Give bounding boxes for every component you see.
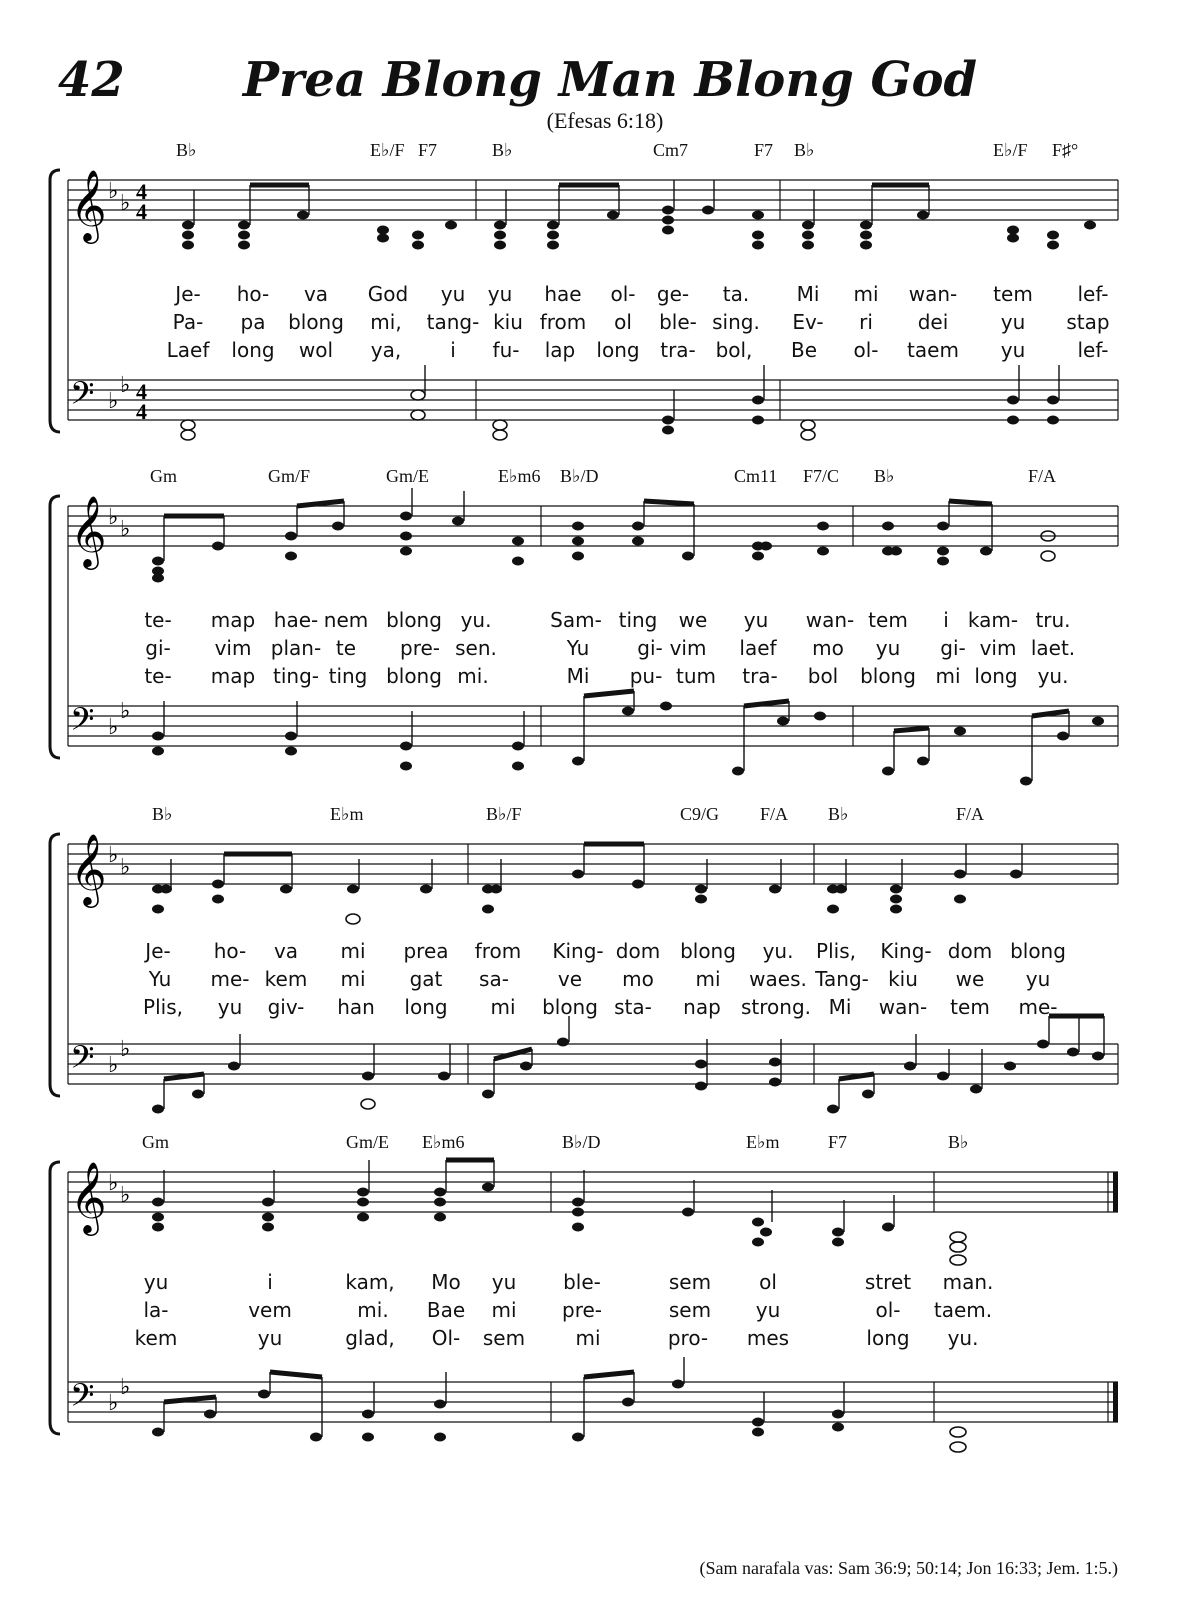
lyric-syllable: sa- bbox=[479, 967, 509, 991]
chord-symbol: Gm/E bbox=[386, 466, 429, 486]
lyric-syllable: we bbox=[955, 967, 985, 991]
lyric-syllable: Plis, bbox=[143, 995, 183, 1019]
hymn-number: 42 bbox=[58, 52, 125, 108]
lyric-syllable: kem bbox=[134, 1326, 178, 1350]
lyric-syllable: laet. bbox=[1030, 636, 1076, 660]
svg-text:𝄢: 𝄢 bbox=[70, 1039, 95, 1083]
lyric-syllable: tum bbox=[676, 664, 716, 688]
lyric-syllable: tem bbox=[950, 995, 990, 1019]
lyric-syllable: Je- bbox=[175, 282, 201, 306]
chord-symbol: B♭ bbox=[828, 804, 849, 824]
lyric-syllable: sem bbox=[668, 1298, 712, 1322]
lyric-syllable: ting bbox=[328, 664, 368, 688]
lyric-syllable: tra- bbox=[660, 338, 696, 362]
lyric-syllable: ting bbox=[618, 608, 658, 632]
lyric-syllable: tem bbox=[993, 282, 1033, 306]
lyric-syllable: ge- bbox=[656, 282, 690, 306]
lyric-syllable: i bbox=[450, 338, 456, 362]
lyric-syllable: ol bbox=[759, 1270, 777, 1294]
lyric-syllable: mi bbox=[340, 967, 366, 991]
lyric-syllable: from bbox=[539, 310, 587, 334]
lyric-syllable: long bbox=[596, 338, 640, 362]
lyric-syllable: dom bbox=[947, 939, 993, 963]
chord-symbol: E♭m6 bbox=[498, 466, 541, 486]
lyric-syllable: ya, bbox=[370, 338, 402, 362]
chord-symbol: F7 bbox=[754, 140, 774, 160]
lyric-syllable: ol- bbox=[853, 338, 879, 362]
lyric-syllable: blong bbox=[288, 310, 344, 334]
lyric-syllable: yu bbox=[491, 1270, 517, 1294]
lyric-syllable: Ol- bbox=[431, 1326, 461, 1350]
lyric-syllable: long bbox=[404, 995, 448, 1019]
lyric-syllable: fu- bbox=[492, 338, 520, 362]
lyric-syllable: pu- bbox=[629, 664, 663, 688]
svg-text:𝄞: 𝄞 bbox=[70, 168, 107, 241]
chord-symbol: F7 bbox=[828, 1132, 848, 1152]
lyric-syllable: bol, bbox=[715, 338, 753, 362]
svg-text:♭: ♭ bbox=[108, 504, 119, 529]
lyric-syllable: ting- bbox=[273, 664, 319, 688]
hymn-title: Prea Blong Man Blong God bbox=[242, 52, 978, 108]
chord-symbol: Cm11 bbox=[734, 466, 778, 486]
lyric-syllable: ho- bbox=[213, 939, 247, 963]
lyric-syllable: yu bbox=[487, 282, 513, 306]
lyric-syllable: ri bbox=[859, 310, 873, 334]
lyric-syllable: long bbox=[866, 1326, 910, 1350]
lyric-syllable: nap bbox=[683, 995, 721, 1019]
chord-symbol: E♭/F bbox=[993, 140, 1028, 160]
lyric-syllable: yu. bbox=[762, 939, 794, 963]
svg-text:♭: ♭ bbox=[120, 372, 131, 397]
lyric-syllable: Je- bbox=[145, 939, 171, 963]
lyric-syllable: Pa- bbox=[172, 310, 204, 334]
music-system-2 bbox=[48, 466, 1128, 776]
svg-text:𝄞: 𝄞 bbox=[70, 832, 107, 905]
lyric-syllable: mes bbox=[746, 1326, 790, 1350]
lyric-syllable: ble- bbox=[563, 1270, 601, 1294]
chord-symbol: B♭/D bbox=[562, 1132, 601, 1152]
lyric-syllable: yu bbox=[743, 608, 769, 632]
chord-symbol: F7 bbox=[418, 140, 438, 160]
chord-symbol: B♭ bbox=[874, 466, 895, 486]
lyric-syllable: kiu bbox=[888, 967, 918, 991]
svg-text:♭: ♭ bbox=[120, 1374, 131, 1399]
lyric-syllable: pre- bbox=[400, 636, 440, 660]
chord-symbol: Gm/E bbox=[346, 1132, 389, 1152]
lyric-syllable: taem. bbox=[933, 1298, 993, 1322]
lyric-syllable: King- bbox=[552, 939, 604, 963]
lyric-syllable: mi, bbox=[370, 310, 402, 334]
lyric-syllable: giv- bbox=[267, 995, 305, 1019]
lyric-syllable: blong bbox=[680, 939, 736, 963]
lyric-syllable: Sam- bbox=[550, 608, 602, 632]
chord-symbol: E♭/F bbox=[370, 140, 405, 160]
svg-text:4: 4 bbox=[136, 199, 147, 224]
svg-text:𝄞: 𝄞 bbox=[70, 494, 107, 567]
lyric-syllable: kam, bbox=[345, 1270, 395, 1294]
lyric-syllable: te- bbox=[144, 608, 172, 632]
lyric-syllable: yu bbox=[257, 1326, 283, 1350]
lyric-syllable: ol- bbox=[610, 282, 636, 306]
lyric-syllable: vim bbox=[214, 636, 252, 660]
lyric-syllable: yu bbox=[1000, 310, 1026, 334]
lyric-syllable: stap bbox=[1066, 310, 1110, 334]
svg-text:♭: ♭ bbox=[120, 1036, 131, 1061]
lyric-syllable: ble- bbox=[659, 310, 697, 334]
lyric-syllable: taem bbox=[907, 338, 959, 362]
svg-text:♭: ♭ bbox=[120, 1182, 131, 1207]
svg-text:𝄢: 𝄢 bbox=[70, 701, 95, 745]
lyric-syllable: me- bbox=[210, 967, 250, 991]
lyric-syllable: dom bbox=[615, 939, 661, 963]
lyric-syllable: mo bbox=[812, 636, 844, 660]
lyric-syllable: Plis, bbox=[816, 939, 856, 963]
lyric-syllable: yu bbox=[143, 1270, 169, 1294]
lyric-syllable: mi bbox=[490, 995, 516, 1019]
lyric-syllable: sing. bbox=[712, 310, 760, 334]
lyric-syllable: mo bbox=[622, 967, 654, 991]
chord-symbol: B♭ bbox=[948, 1132, 969, 1152]
lyric-syllable: lef- bbox=[1077, 282, 1109, 306]
lyric-syllable: i bbox=[943, 608, 949, 632]
lyric-syllable: wan- bbox=[908, 282, 958, 306]
lyric-syllable: ta. bbox=[722, 282, 750, 306]
scripture-reference: (Efesas 6:18) bbox=[546, 108, 664, 133]
lyric-syllable: lap bbox=[544, 338, 576, 362]
svg-text:♭: ♭ bbox=[108, 388, 119, 413]
lyric-syllable: wan- bbox=[805, 608, 855, 632]
svg-text:♭: ♭ bbox=[108, 178, 119, 203]
lyric-syllable: long bbox=[231, 338, 275, 362]
lyric-syllable: Laef bbox=[166, 338, 210, 362]
svg-text:♭: ♭ bbox=[108, 1052, 119, 1077]
lyric-syllable: Yu bbox=[566, 636, 590, 660]
lyric-syllable: pre- bbox=[562, 1298, 602, 1322]
lyric-syllable: map bbox=[210, 608, 256, 632]
lyric-syllable: te bbox=[335, 636, 357, 660]
lyric-syllable: stret bbox=[864, 1270, 912, 1294]
lyric-syllable: yu bbox=[1025, 967, 1051, 991]
chord-symbol: B♭ bbox=[152, 804, 173, 824]
lyric-syllable: gi- bbox=[145, 636, 171, 660]
lyric-syllable: Be bbox=[790, 338, 818, 362]
lyric-syllable: map bbox=[210, 664, 256, 688]
lyric-syllable: i bbox=[267, 1270, 273, 1294]
footer-references: (Sam narafala vas: Sam 36:9; 50:14; Jon 16:33; Jem. 1:5.) bbox=[699, 1558, 1118, 1578]
lyric-syllable: we bbox=[678, 608, 708, 632]
svg-text:♭: ♭ bbox=[120, 190, 131, 215]
chord-symbol: E♭m bbox=[330, 804, 364, 824]
chord-symbol: Gm bbox=[150, 466, 177, 486]
lyric-syllable: mi bbox=[491, 1298, 517, 1322]
svg-text:𝄢: 𝄢 bbox=[70, 375, 95, 419]
lyric-syllable: me- bbox=[1018, 995, 1058, 1019]
lyric-syllable: prea bbox=[403, 939, 449, 963]
lyric-syllable: mi bbox=[935, 664, 961, 688]
lyric-syllable: va bbox=[303, 282, 329, 306]
lyric-syllable: yu bbox=[217, 995, 243, 1019]
lyric-syllable: long bbox=[974, 664, 1018, 688]
lyric-syllable: wan- bbox=[878, 995, 928, 1019]
lyric-syllable: hae bbox=[544, 282, 582, 306]
lyric-syllable: sem bbox=[668, 1270, 712, 1294]
chord-symbol: C9/G bbox=[680, 804, 720, 824]
svg-text:𝄞: 𝄞 bbox=[70, 1160, 107, 1233]
music-system-4 bbox=[48, 1132, 1128, 1452]
lyric-syllable: tem bbox=[868, 608, 908, 632]
lyric-syllable: wol bbox=[298, 338, 334, 362]
chord-symbol: F/A bbox=[956, 804, 985, 824]
lyric-syllable: yu bbox=[440, 282, 466, 306]
lyric-syllable: dei bbox=[917, 310, 949, 334]
svg-text:4: 4 bbox=[136, 379, 147, 404]
lyric-syllable: lef- bbox=[1077, 338, 1109, 362]
lyric-syllable: from bbox=[474, 939, 522, 963]
svg-text:♭: ♭ bbox=[108, 1170, 119, 1195]
lyric-syllable: yu. bbox=[1037, 664, 1069, 688]
chord-symbol: Cm7 bbox=[653, 140, 689, 160]
lyric-syllable: mi bbox=[340, 939, 366, 963]
lyric-syllable: nem bbox=[323, 608, 369, 632]
lyric-syllable: blong bbox=[860, 664, 916, 688]
lyric-syllable: mi bbox=[575, 1326, 601, 1350]
lyric-syllable: ol bbox=[614, 310, 632, 334]
lyric-syllable: man. bbox=[942, 1270, 994, 1294]
lyric-syllable: gi- bbox=[940, 636, 966, 660]
lyric-syllable: King- bbox=[880, 939, 932, 963]
svg-text:♭: ♭ bbox=[120, 854, 131, 879]
chord-symbol: F/A bbox=[760, 804, 789, 824]
lyric-syllable: Mi bbox=[828, 995, 852, 1019]
lyric-syllable: blong bbox=[386, 608, 442, 632]
chord-symbol: F♯° bbox=[1052, 140, 1079, 160]
lyric-syllable: mi. bbox=[357, 1298, 389, 1322]
lyric-syllable: mi bbox=[853, 282, 879, 306]
music-system-1 bbox=[48, 140, 1128, 450]
lyric-syllable: yu bbox=[755, 1298, 781, 1322]
lyric-syllable: Mi bbox=[796, 282, 820, 306]
chord-symbol: Gm bbox=[142, 1132, 169, 1152]
lyric-syllable: kem bbox=[264, 967, 308, 991]
lyric-syllable: Bae bbox=[426, 1298, 466, 1322]
lyric-syllable: vem bbox=[248, 1298, 292, 1322]
lyric-syllable: va bbox=[273, 939, 299, 963]
lyric-syllable: blong bbox=[1010, 939, 1066, 963]
lyric-syllable: vim bbox=[669, 636, 707, 660]
lyric-syllable: kam- bbox=[967, 608, 1019, 632]
lyric-syllable: Ev- bbox=[792, 310, 824, 334]
svg-text:♭: ♭ bbox=[108, 714, 119, 739]
chord-symbol: F/A bbox=[1028, 466, 1057, 486]
lyric-syllable: tra- bbox=[742, 664, 778, 688]
lyric-syllable: pa bbox=[240, 310, 266, 334]
lyric-syllable: mi bbox=[695, 967, 721, 991]
lyric-syllable: sen. bbox=[455, 636, 497, 660]
lyric-syllable: plan- bbox=[270, 636, 322, 660]
lyric-syllable: blong bbox=[386, 664, 442, 688]
lyric-syllable: Tang- bbox=[815, 967, 869, 991]
lyric-syllable: yu bbox=[875, 636, 901, 660]
lyric-syllable: God bbox=[367, 282, 409, 306]
lyric-syllable: waes. bbox=[749, 967, 807, 991]
lyric-syllable: sta- bbox=[614, 995, 652, 1019]
svg-text:♭: ♭ bbox=[108, 1390, 119, 1415]
lyric-syllable: mi. bbox=[457, 664, 489, 688]
chord-symbol: E♭m bbox=[746, 1132, 780, 1152]
lyric-syllable: Mo bbox=[431, 1270, 461, 1294]
chord-symbol: B♭ bbox=[176, 140, 197, 160]
chord-symbol: B♭/F bbox=[486, 804, 522, 824]
lyric-syllable: strong. bbox=[740, 995, 812, 1019]
lyric-syllable: gat bbox=[409, 967, 443, 991]
staff-graphic bbox=[48, 140, 1128, 450]
lyric-syllable: glad, bbox=[345, 1326, 395, 1350]
lyric-syllable: pro- bbox=[667, 1326, 709, 1350]
lyric-syllable: laef bbox=[739, 636, 777, 660]
lyric-syllable: Yu bbox=[148, 967, 172, 991]
lyric-syllable: tru. bbox=[1035, 608, 1071, 632]
chord-symbol: B♭/D bbox=[560, 466, 599, 486]
lyric-syllable: yu. bbox=[947, 1326, 979, 1350]
lyric-syllable: yu bbox=[1000, 338, 1026, 362]
lyric-syllable: gi- bbox=[637, 636, 663, 660]
lyric-syllable: hae- bbox=[273, 608, 319, 632]
chord-symbol: B♭ bbox=[794, 140, 815, 160]
lyric-syllable: Mi bbox=[566, 664, 590, 688]
svg-text:𝄢: 𝄢 bbox=[70, 1377, 95, 1421]
music-system-3 bbox=[48, 804, 1128, 1114]
lyric-syllable: la- bbox=[143, 1298, 169, 1322]
chord-symbol: B♭ bbox=[492, 140, 513, 160]
lyric-syllable: ol- bbox=[875, 1298, 901, 1322]
lyric-syllable: vim bbox=[979, 636, 1017, 660]
svg-text:♭: ♭ bbox=[108, 842, 119, 867]
svg-text:4: 4 bbox=[136, 179, 147, 204]
lyric-syllable: blong bbox=[542, 995, 598, 1019]
lyric-syllable: tang- bbox=[426, 310, 480, 334]
lyric-syllable: kiu bbox=[493, 310, 523, 334]
lyric-syllable: ve bbox=[557, 967, 583, 991]
lyric-syllable: yu. bbox=[460, 608, 492, 632]
svg-text:♭: ♭ bbox=[120, 698, 131, 723]
lyric-syllable: ho- bbox=[236, 282, 270, 306]
lyric-syllable: te- bbox=[144, 664, 172, 688]
svg-text:4: 4 bbox=[136, 399, 147, 424]
lyric-syllable: han bbox=[337, 995, 375, 1019]
chord-symbol: E♭m6 bbox=[422, 1132, 465, 1152]
lyric-syllable: sem bbox=[482, 1326, 526, 1350]
chord-symbol: Gm/F bbox=[268, 466, 311, 486]
chord-symbol: F7/C bbox=[803, 466, 840, 486]
lyric-syllable: bol bbox=[807, 664, 839, 688]
svg-text:♭: ♭ bbox=[120, 516, 131, 541]
